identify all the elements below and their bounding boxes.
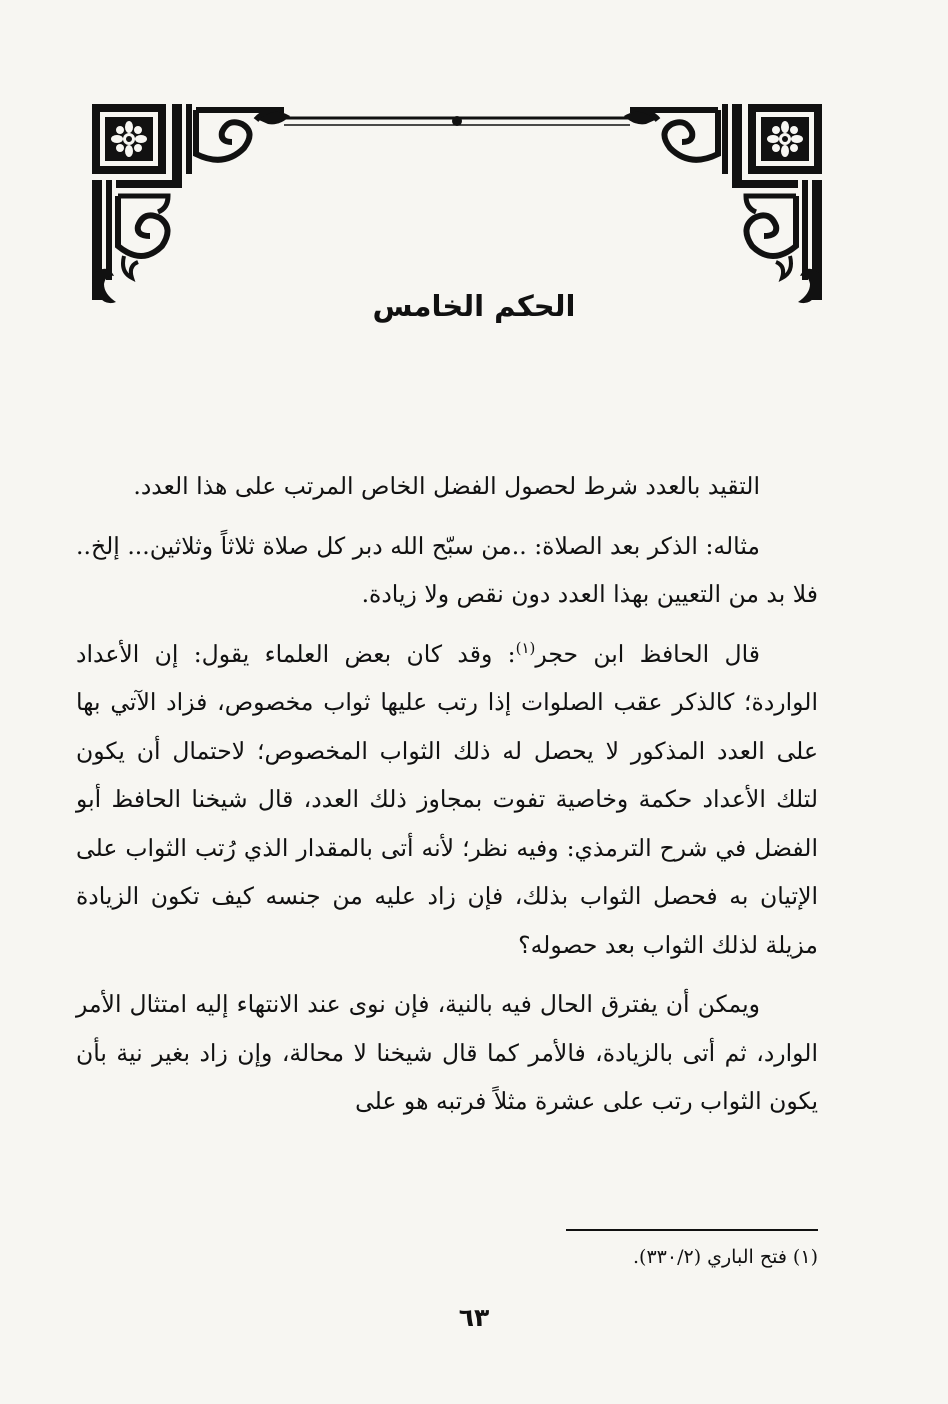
paragraph: التقيد بالعدد شرط لحصول الفضل الخاص المرتب على هذا العدد. xyxy=(133,472,760,500)
paragraph xyxy=(76,630,818,970)
footnote-divider xyxy=(566,1229,818,1231)
right-corner-ornament xyxy=(624,104,822,303)
paragraph: مثاله: الذكر بعد الصلاة: ..من سبّح الله دبر كل صلاة ثلاثاً وثلاثين... إلخ.. فلا بد من التعيين بهذا العدد دون نقص ولا زيادة. xyxy=(76,531,818,608)
footnote: (١) فتح الباري (٣٣٠/٢). xyxy=(633,1246,818,1268)
paragraph-text: : وقد كان بعض العلماء يقول: إن الأعداد الواردة؛ كالذكر عقب الصلوات إذا رتب عليها ثواب مخصوص، فزاد الآتي بها على العدد المذكور لا يحصل له ذلك الثواب المخصوص؛ لاحتمال أن يكون لتلك الأعداد حكمة وخاصية تفوت بمجاوز ذلك العدد، قال شيخنا الحافظ أبو الفضل في شرح الترمذي: وفيه نظر؛ لأنه أتى بالمقدار الذي رُتب الثواب على الإتيان به فحصل الثواب بذلك، فإن زاد عليه من جنسه كيف تكون الزيادة مزيلة لذلك الثواب بعد حصوله؟ xyxy=(76,639,818,959)
footnote-reference[interactable]: (١) xyxy=(515,638,536,657)
body-text xyxy=(76,462,818,1126)
left-corner-ornament xyxy=(92,104,290,303)
chapter-title: الحكم الخامس xyxy=(372,289,576,323)
page-number: ٦٣ xyxy=(458,1303,490,1332)
paragraph: ويمكن أن يفترق الحال فيه بالنية، فإن نوى عند الانتهاء إليه امتثال الأمر الوارد، ثم أتى بالزيادة، فالأمر كما قال شيخنا لا محالة، وإن زاد بغير نية بأن يكون الثواب رتب على عشرة مثلاً فرتبه هو على xyxy=(76,990,818,1115)
paragraph-text: قال الحافظ ابن حجر xyxy=(535,639,760,668)
